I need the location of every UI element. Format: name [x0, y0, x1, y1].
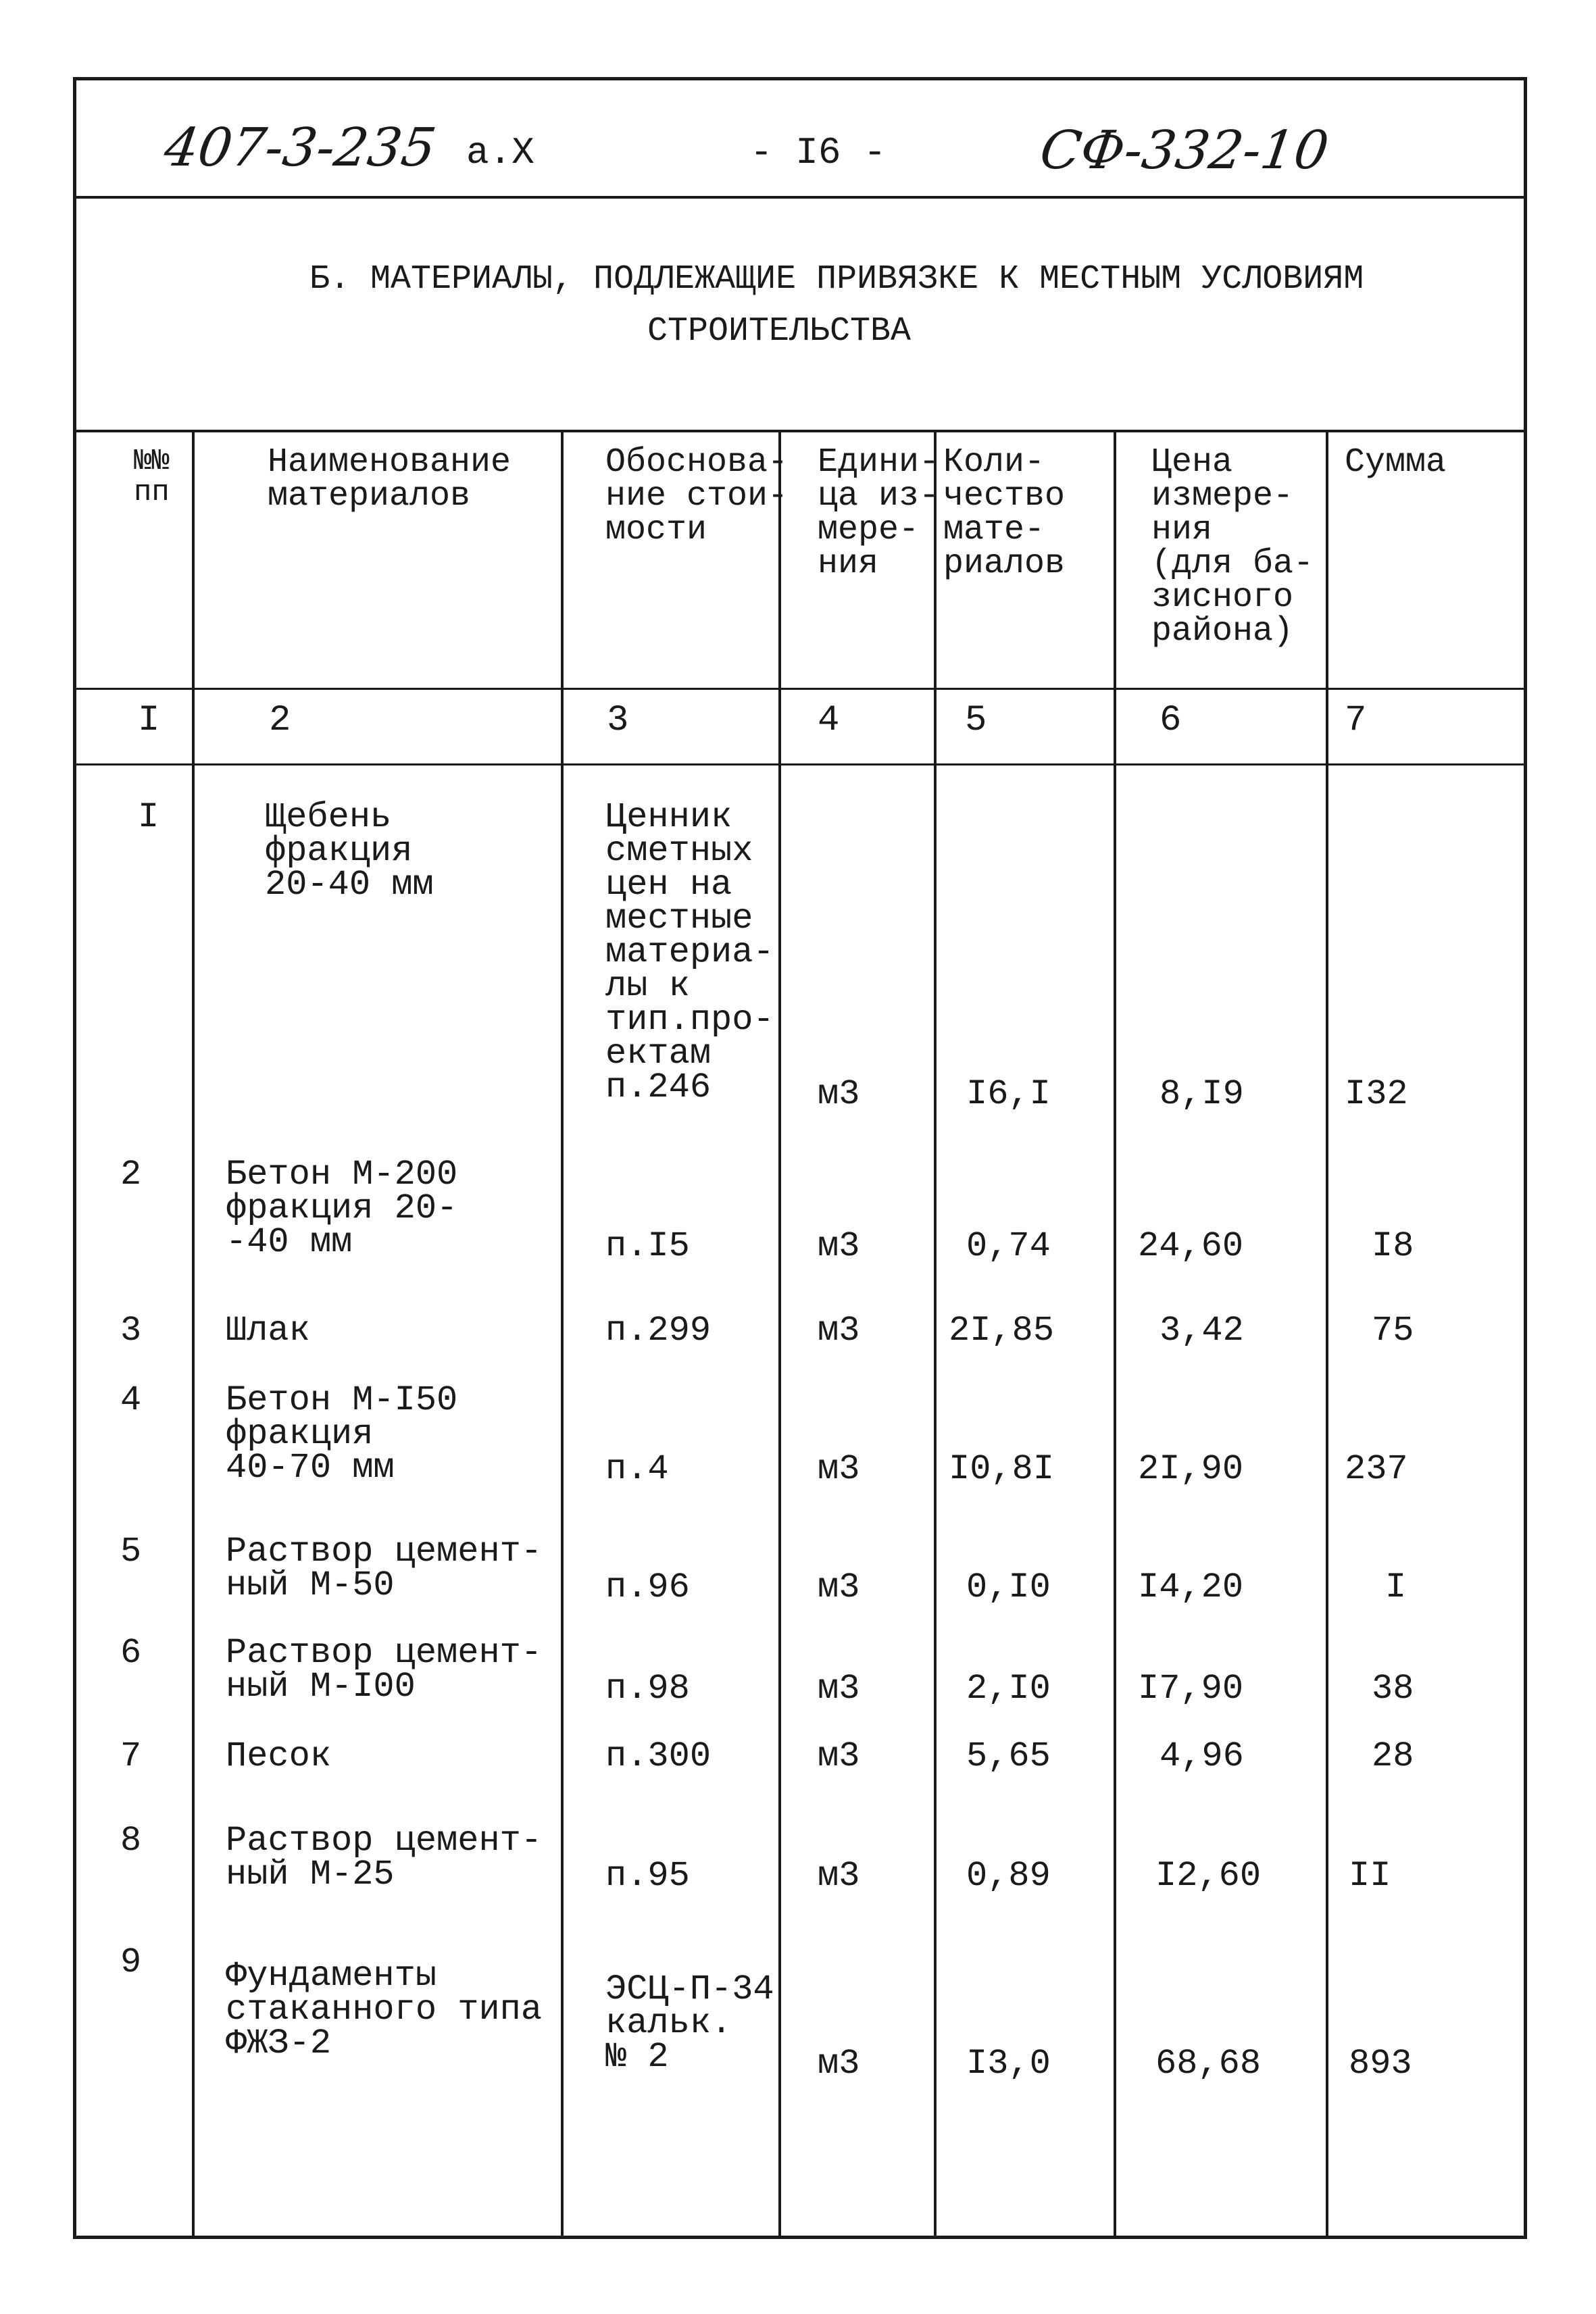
row6-price: I7,90 — [1138, 1669, 1244, 1709]
row3-sum: 75 — [1372, 1311, 1414, 1351]
colnumber-divider — [73, 763, 1527, 765]
colhead-unit: Едини- ца из- мере- ния — [818, 443, 940, 583]
row9-sum: 893 — [1349, 2044, 1412, 2084]
row5-name: Раствор цемент- ный М-50 — [226, 1532, 543, 1605]
row1-name: Щебень фракция 20-40 мм — [265, 797, 434, 905]
colhead-sum: Сумма — [1345, 443, 1447, 482]
row6-qty: 2,I0 — [966, 1669, 1051, 1709]
row6-name: Раствор цемент- ный М-I00 — [226, 1633, 543, 1707]
row2-price: 24,60 — [1138, 1226, 1244, 1266]
col-sep-5 — [1114, 432, 1116, 2239]
row3-price: 3,42 — [1159, 1311, 1244, 1351]
doc-code: 407-3-235 — [160, 118, 440, 178]
colhead-basis: Обоснова- ние стои- мости — [605, 443, 789, 549]
row2-qty: 0,74 — [966, 1226, 1051, 1266]
row8-no: 8 — [120, 1821, 142, 1861]
title-divider — [73, 430, 1527, 432]
colnum-7: 7 — [1345, 700, 1367, 741]
page-number: - I6 - — [750, 131, 887, 174]
colnum-2: 2 — [269, 700, 291, 741]
row2-basis: п.I5 — [605, 1226, 690, 1266]
row9-unit: м3 — [818, 2044, 860, 2084]
row9-name: Фундаменты стаканного типа ФЖЗ-2 — [226, 1956, 543, 2063]
colheader-divider — [73, 688, 1527, 690]
row5-no: 5 — [120, 1532, 142, 1571]
row7-price: 4,96 — [1159, 1736, 1244, 1776]
row7-no: 7 — [120, 1736, 142, 1776]
section-title-line1: Б. МАТЕРИАЛЫ, ПОДЛЕЖАЩИЕ ПРИВЯЗКЕ К МЕСТНЫМ УСЛОВИЯМ — [309, 260, 1364, 299]
col-sep-1 — [192, 432, 195, 2239]
row8-price: I2,60 — [1155, 1856, 1262, 1896]
row1-basis: Ценник сметных цен на местные материа- лы к тип.про- ектам п.246 — [605, 797, 774, 1107]
colnum-5: 5 — [965, 700, 987, 741]
colnum-6: 6 — [1159, 700, 1182, 741]
row8-qty: 0,89 — [966, 1856, 1051, 1896]
row6-basis: п.98 — [605, 1669, 690, 1709]
row4-name: Бетон М-I50 фракция 40-70 мм — [226, 1380, 458, 1488]
row7-sum: 28 — [1372, 1736, 1414, 1776]
row4-unit: м3 — [818, 1449, 860, 1489]
row8-name: Раствор цемент- ный М-25 — [226, 1821, 543, 1894]
row4-qty: I0,8I — [949, 1449, 1055, 1489]
row4-no: 4 — [120, 1380, 142, 1420]
row8-unit: м3 — [818, 1856, 860, 1896]
row5-price: I4,20 — [1138, 1567, 1244, 1607]
row2-no: 2 — [120, 1155, 142, 1194]
row2-sum: I8 — [1372, 1226, 1414, 1266]
row6-sum: 38 — [1372, 1669, 1414, 1709]
section-title-line2: СТРОИТЕЛЬСТВА — [647, 312, 912, 351]
header-divider — [73, 196, 1527, 199]
row1-sum: I32 — [1345, 1074, 1408, 1114]
row7-qty: 5,65 — [966, 1736, 1051, 1776]
row3-unit: м3 — [818, 1311, 860, 1351]
colhead-qty: Коли- чество мате- риалов — [943, 443, 1066, 583]
row5-qty: 0,I0 — [966, 1567, 1051, 1607]
row6-unit: м3 — [818, 1669, 860, 1709]
row9-basis: ЭСЦ-П-34 кальк. № 2 — [605, 1969, 774, 2077]
row3-qty: 2I,85 — [949, 1311, 1055, 1351]
col-sep-2 — [561, 432, 564, 2239]
row6-no: 6 — [120, 1633, 142, 1673]
row1-unit: м3 — [818, 1074, 860, 1114]
row9-qty: I3,0 — [966, 2044, 1051, 2084]
colhead-name: Наименование материалов — [268, 443, 512, 515]
colnum-1: I — [138, 700, 160, 741]
row7-basis: п.300 — [605, 1736, 712, 1776]
colnum-3: 3 — [607, 700, 629, 741]
row4-basis: п.4 — [605, 1449, 669, 1489]
col-sep-3 — [778, 432, 781, 2239]
row8-basis: п.95 — [605, 1856, 690, 1896]
row3-no: 3 — [120, 1311, 142, 1351]
sheet-code: СФ-332-10 — [1036, 120, 1332, 181]
row4-sum: 237 — [1345, 1449, 1408, 1489]
row2-unit: м3 — [818, 1226, 860, 1266]
row5-basis: п.96 — [605, 1567, 690, 1607]
colnum-4: 4 — [818, 700, 840, 741]
row1-qty: I6,I — [966, 1074, 1051, 1114]
row5-sum: I — [1385, 1567, 1407, 1607]
album-label: а.Х — [466, 131, 534, 174]
row8-sum: II — [1349, 1856, 1391, 1896]
row2-name: Бетон М-200 фракция 20- -40 мм — [226, 1155, 458, 1262]
col-sep-4 — [934, 432, 937, 2239]
row9-price: 68,68 — [1155, 2044, 1262, 2084]
row7-unit: м3 — [818, 1736, 860, 1776]
row3-name: Шлак — [226, 1311, 310, 1351]
row3-basis: п.299 — [605, 1311, 712, 1351]
row1-no: I — [138, 797, 159, 837]
row1-price: 8,I9 — [1159, 1074, 1244, 1114]
row9-no: 9 — [120, 1942, 142, 1982]
colhead-no: №№ пп — [134, 445, 170, 509]
row4-price: 2I,90 — [1138, 1449, 1244, 1489]
row7-name: Песок — [226, 1736, 332, 1776]
colhead-price: Цена измере- ния (для ба- зисного района) — [1151, 443, 1314, 651]
row5-unit: м3 — [818, 1567, 860, 1607]
col-sep-6 — [1326, 432, 1328, 2239]
